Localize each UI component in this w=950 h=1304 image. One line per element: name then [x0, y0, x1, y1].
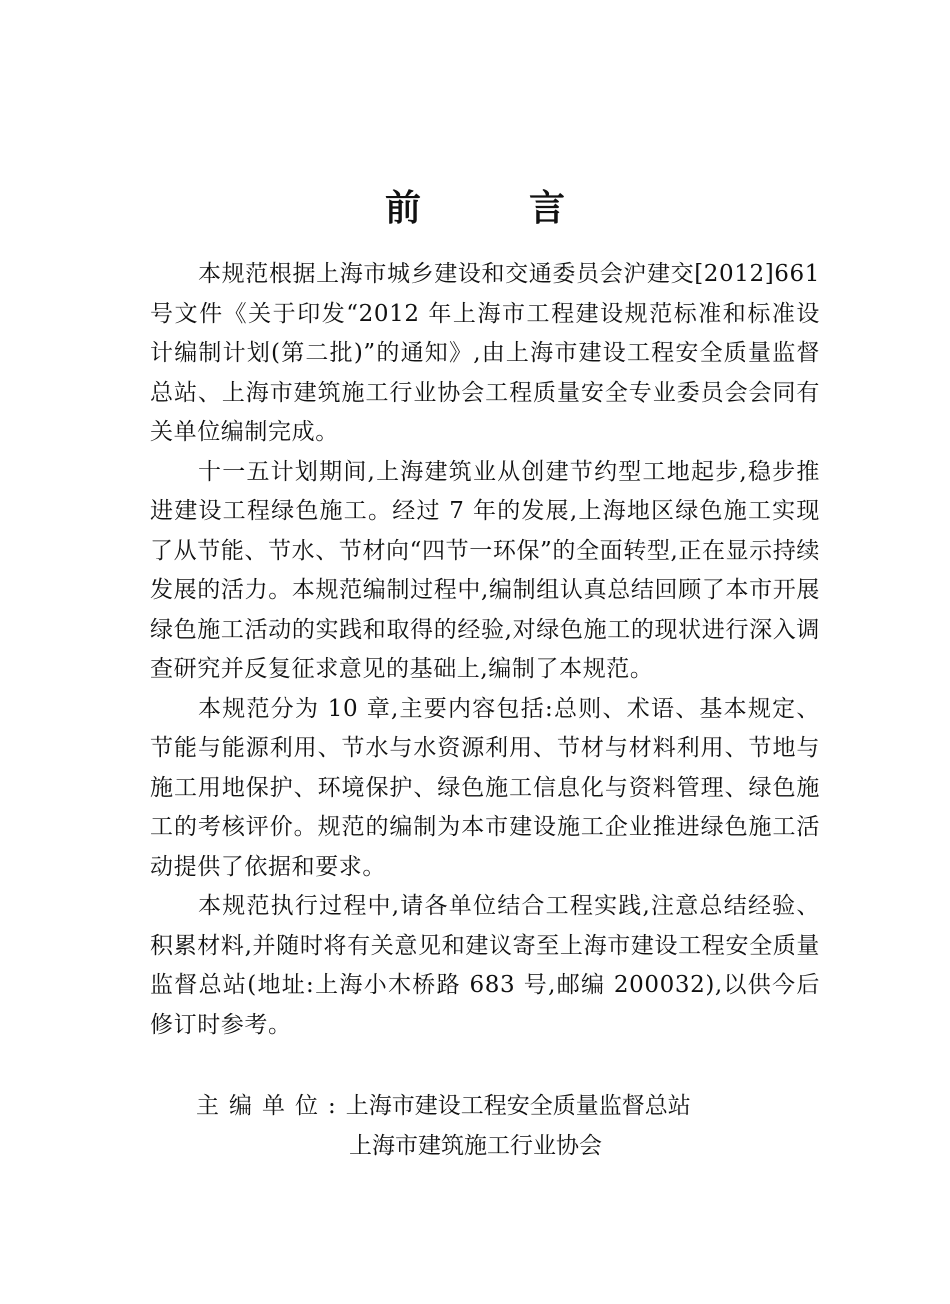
- preface-paragraph-1: 本规范根据上海市城乡建设和交通委员会沪建交[2012]661号文件《关于印发“2012 年上海市工程建设规范标准和标准设计编制计划(第二批)”的通知》,由上海市建设工程安全质量监督总站、上海市建筑施工行业协会工程质量安全专业委员会会同有关单位编制完成。: [150, 261, 820, 445]
- preface-paragraph-2: 十一五计划期间,上海建筑业从创建节约型工地起步,稳步推进建设工程绿色施工。经过 7 年的发展,上海地区绿色施工实现了从节能、节水、节材向“四节一环保”的全面转型,正在显示持续发展的活力。本规范编制过程中,编制组认真总结回顾了本市开展绿色施工活动的实践和取得的经验,对绿色施工的现状进行深入调查研究并反复征求意见的基础上,编制了本规范。: [150, 458, 820, 682]
- editor-label: 主编单位:: [196, 1093, 346, 1119]
- page-title: 前 言: [384, 187, 601, 229]
- editor-unit-primary: 上海市建设工程安全质量监督总站: [345, 1093, 691, 1119]
- editor-unit-secondary: 上海市建筑施工行业协会: [349, 1133, 602, 1159]
- preface-body: [150, 255, 820, 1045]
- chief-editor-units: [196, 1086, 691, 1166]
- editor-row-secondary: [196, 1126, 691, 1166]
- preface-paragraph-4: 本规范执行过程中,请各单位结合工程实践,注意总结经验、积累材料,并随时将有关意见和建议寄至上海市建设工程安全质量监督总站(地址:上海小木桥路 683 号,邮编 200032),以供今后修订时参考。: [150, 893, 820, 1038]
- editor-row-primary: [196, 1086, 691, 1126]
- preface-paragraph-3: 本规范分为 10 章,主要内容包括:总则、术语、基本规定、节能与能源利用、节水与水资源利用、节材与材料利用、节地与施工用地保护、环境保护、绿色施工信息化与资料管理、绿色施工的考核评价。规范的编制为本市建设施工企业推进绿色施工活动提供了依据和要求。: [150, 695, 820, 880]
